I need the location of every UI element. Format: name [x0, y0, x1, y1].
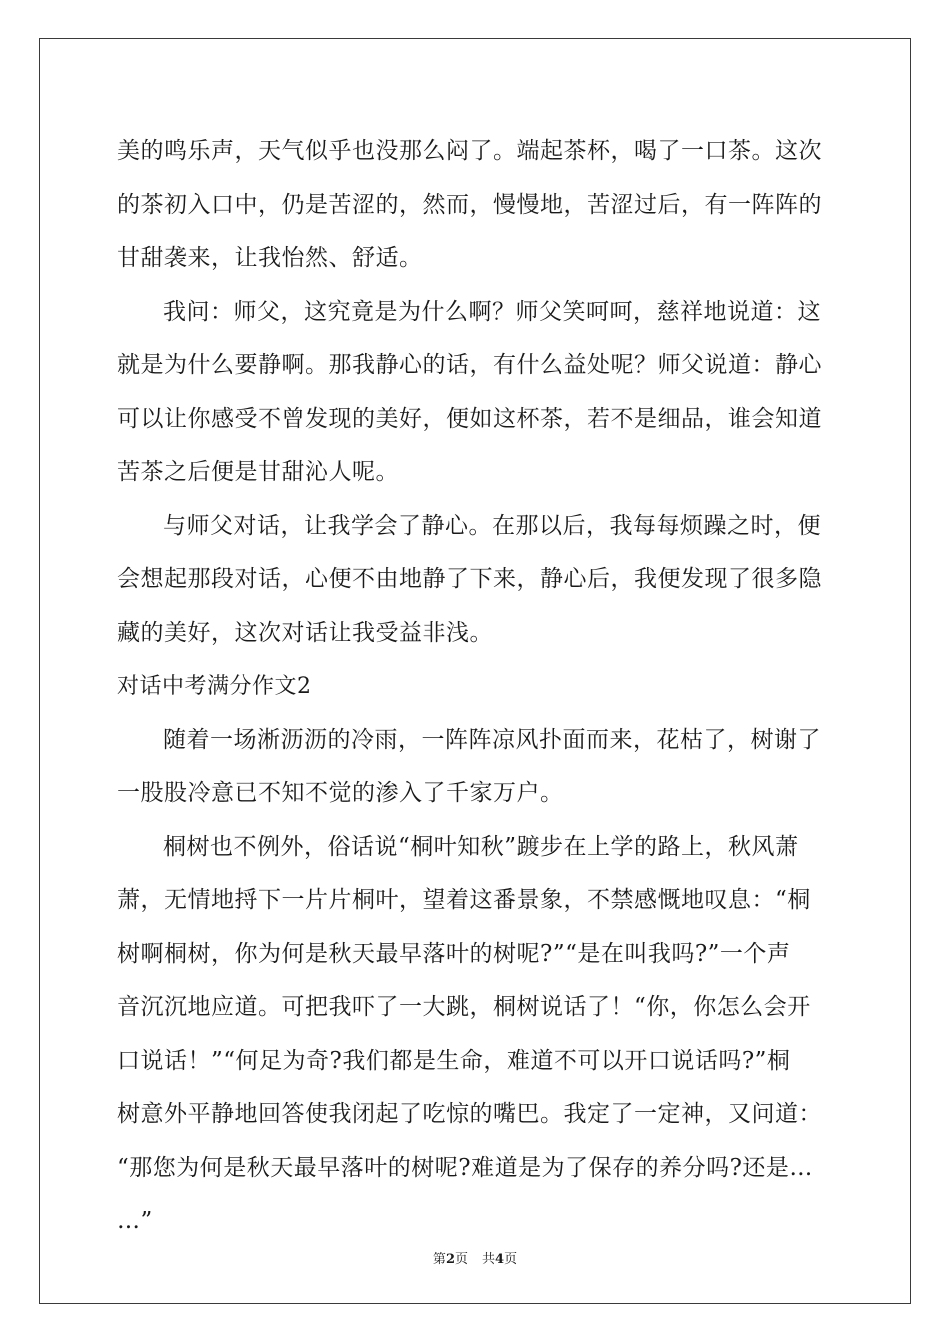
document-body [117, 125, 837, 1249]
page-total: 4 [495, 1252, 505, 1267]
text-line: 一股股冷意已不知不觉的渗入了千家万户。 [117, 780, 564, 806]
text-line: 树意外平静地回答使我闭起了吃惊的嘴巴。我定了一定神，又问道： [117, 1101, 822, 1127]
text-line: 与师父对话，让我学会了静心。在那以后，我每每烦躁之时，便 [163, 512, 821, 539]
text-line: 会想起那段对话，心便不由地静了下来，静心后，我便发现了很多隐 [117, 566, 822, 592]
page-footer [0, 1248, 950, 1267]
text-line: 树啊桐树，你为何是秋天最早落叶的树呢?”“是在叫我吗?”一个声 [117, 940, 791, 967]
total-prefix: 共 [482, 1252, 496, 1267]
text-line: 的茶初入口中，仍是苦涩的，然而，慢慢地，苦涩过后，有一阵阵的 [117, 191, 822, 218]
page-prefix: 第 [432, 1252, 446, 1267]
text-line: 我问：师父，这究竟是为什么啊？师父笑呵呵，慈祥地说道：这 [163, 298, 821, 325]
text-line: 口说话！”“何足为奇?我们都是生命，难道不可以开口说话吗?”桐 [117, 1047, 791, 1074]
text-line: 苦茶之后便是甘甜沁人呢。 [117, 459, 399, 485]
text-line: 桐树也不例外，俗话说“桐叶知秋”踱步在上学的路上，秋风萧 [163, 833, 799, 860]
text-line: 就是为什么要静啊。那我静心的话，有什么益处呢？师父说道：静心 [117, 352, 822, 378]
page-suffix: 页 [454, 1252, 468, 1267]
text-line: 随着一场淅沥沥的冷雨，一阵阵凉风扑面而来，花枯了，树谢了 [163, 726, 821, 753]
page-current: 2 [445, 1252, 455, 1267]
text-line: “那您为何是秋天最早落叶的树呢?难道是为了保存的养分吗?还是… [117, 1154, 813, 1181]
text-line: …” [117, 1208, 153, 1234]
text-line: 萧，无情地捋下一片片桐叶，望着这番景象，不禁感慨地叹息：“桐 [117, 887, 811, 913]
total-suffix: 页 [504, 1252, 518, 1267]
text-line: 美的鸣乐声，天气似乎也没那么闷了。端起茶杯，喝了一口茶。这次 [117, 138, 822, 164]
text-line: 藏的美好，这次对话让我受益非浅。 [117, 619, 493, 646]
text-line: 可以让你感受不曾发现的美好，便如这杯茶，若不是细品，谁会知道 [117, 405, 822, 432]
text-line: 音沉沉地应道。可把我吓了一大跳，桐树说话了！“你，你怎么会开 [117, 994, 811, 1020]
text-line: 甘甜袭来，让我怡然、舒适。 [117, 245, 423, 271]
section-heading: 对话中考满分作文2 [117, 674, 312, 699]
